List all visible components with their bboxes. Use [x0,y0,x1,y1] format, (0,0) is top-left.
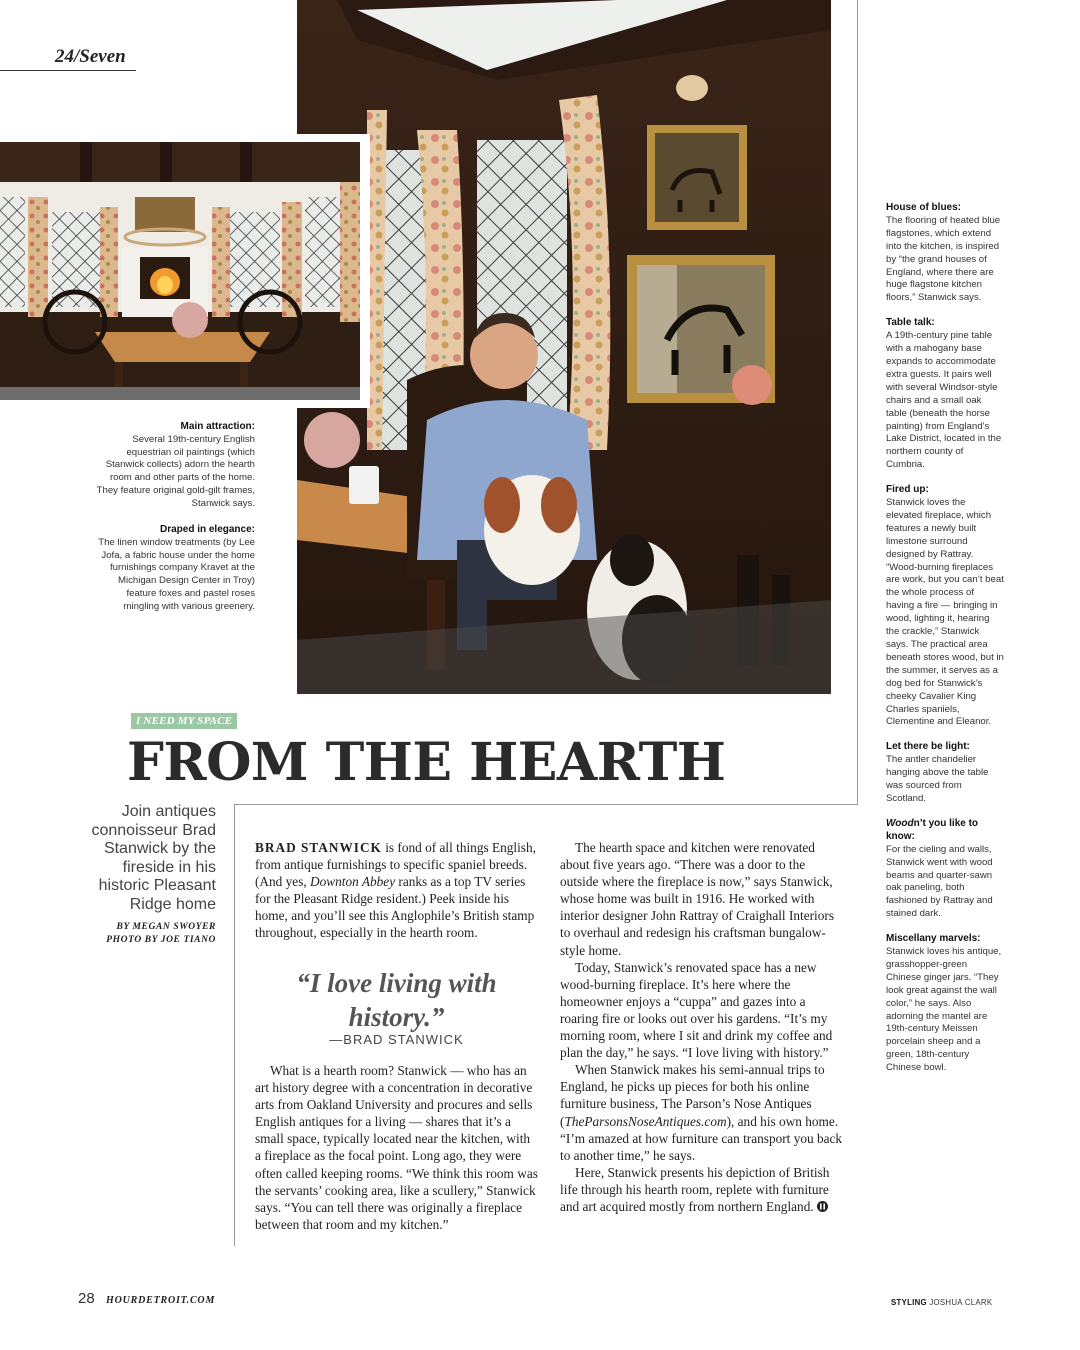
sidebar-title: House of blues: [886,202,962,213]
byline-photo: PHOTO BY JOE TIANO [106,935,216,945]
styling-credit [891,1298,992,1307]
sidebar-text: For the cieling and walls, Stanwick went with wood beams and quarter-sawn oak paneling, both fashioned by Rattray and stained dark. [886,843,993,920]
section-label: 24/Seven [55,46,126,67]
caption-title: Draped in elegance: [159,524,255,535]
styling-name: JOSHUA CLARK [929,1298,993,1307]
sidebar-title: Let there be light: [886,741,970,753]
sidebar-title: Fired up: [886,484,929,496]
sidebar-text: Stanwick loves his antique, grasshopper-green Chinese ginger jars. “They look great against the wall color,” he says. Also adorning the mantel are 19th-century Meissen porcelain sheep and a green, 18th-century Chinese bowl. [886,946,1002,1074]
body-paragraph [560,1061,844,1164]
sidebar-text: A 19th-century pine table with a mahogany base expands to accommodate extra guests. It pairs well with several Windsor-style chairs and a small oak table (beneath the horse painting) from England’s Lake District, located in the northern county of Cumbria. [886,330,1002,471]
main-photo [297,0,831,694]
body-paragraph: What is a hearth room? Stanwick — who has an art history degree with a concentration in decorative arts from Oakland University and procures and sells English antiques for a living — shares that it’s a small space, typically located near the kitchen, with a fireplace as the focal point. Long ago, they were often called keeping rooms. “We think this room was the servants’ cooking area, like a scullery,” Stanwick says. “You can tell there was originally a fireplace between that room and my kitchen.” [255,1063,538,1232]
sidebar-title-em: Wood [886,817,914,829]
kicker-badge: I NEED MY SPACE [131,713,237,729]
page-number: 28 [78,1290,95,1307]
header-rule [0,70,136,71]
body-paragraph [560,1164,844,1215]
sidebar-item [886,317,1004,472]
body-paragraph: The hearth space and kitchen were renovated about five years ago. “There was a door to the outside where the fireplace is now,” says Stanwick, whose home was built in 1916. He worked with interior designer John Rattray of Craighall Interiors to overhaul and redesign his craftsman bungalow-style home. [560,840,834,958]
footer-website: HOURDETROIT.COM [106,1295,216,1306]
caption-text: Several 19th-century English equestrian oil paintings (which Stanwick collects) adorn the hearth room and other parts of the home. They feature original gold-gilt frames, Stanwick says. [96,433,255,509]
byline-writer: BY MEGAN SWOYER [116,922,216,932]
body-text: is fond of all things English, from antique furnishings to specific spaniel breeds. (And yes, [255,840,536,890]
pull-quote-text: “I love living with history.” [296,968,497,1032]
sidebar-title: Miscellany marvels: [886,933,981,945]
main-photo-illustration [297,0,831,694]
body-text: When Stanwick makes his semi-annual trips to England, he picks up pieces for both his online furniture business, The Parson’s Nose Antiques ( [560,1062,825,1129]
pull-quote-attribution: —BRAD STANWICK [329,1032,464,1047]
sidebar-title-rest: n’t you like to know: [886,817,979,842]
sidebar-text: The antler chandelier hanging above the table was sourced from Scotland. [886,754,989,804]
styling-label: STYLING [891,1298,927,1307]
frame-line-bottom [234,804,858,805]
sidebar-item [886,741,1004,806]
body-text: ), and his own home. “I’m amazed at how furniture can transport you back to another time,” he says. [560,1113,843,1163]
body-column-2 [560,839,844,1215]
frame-line-left [234,804,235,1246]
body-paragraph: Today, Stanwick’s renovated space has a new wood-burning fireplace. It’s here where the homeowner enjoys a “cuppa” and gazes into a roaring fire or looks out over his gardens. “It’s my morning room, where I sit and drink my coffee and plan the day,” he says. “I love living with history.” [560,959,833,1061]
frame-line-right [857,0,858,805]
inset-photo [0,138,364,404]
sidebar-item [886,818,1004,921]
sidebar-title: Table talk: [886,317,935,329]
body-column-1-bottom [255,1062,538,1233]
show-title: Downton Abbey [310,874,396,890]
byline [70,921,216,947]
deck: Join antiques connoisseur Brad Stanwick by the fireside in his historic Pleasant Ridge home [91,803,216,913]
body-column-1-top [255,839,538,942]
sidebar-item [886,202,1004,305]
end-mark-icon [817,1201,828,1212]
sidebar-text: Stanwick loves the elevated fireplace, which features a newly built limestone surround designed by Rattray. “Wood-burning fireplaces are work, but you can’t beat the whole process of having a fire — bringing in wood, lighting it, hearing the crackle,” Stanwick says. The practical area beneath stores wood, but in the summer, it serves as a dog bed for Stanwick’s cheeky Cavalier King Charles spaniels, Clementine and Eleanor. [886,497,1004,728]
caption-main-attraction [95,421,255,511]
website-text: TheParsonsNoseAntiques.com [564,1113,727,1129]
caption-title: Main attraction: [180,421,255,432]
sidebar-item [886,484,1004,729]
inset-photo-illustration [0,142,360,404]
sidebar-title [886,818,1004,844]
caption-text: The linen window treatments (by Lee Jofa, a fabric house under the home furnishings company Kravet at the Michigan Design Center in Troy) feature foxes and pastel roses mingling with various greenery. [98,536,255,612]
body-paragraph [255,839,538,942]
sidebar-text: The flooring of heated blue flagstones, which extend into the kitchen, is inspired by “the grand houses of England, where there are huge flagstone kitchen floors,” Stanwick says. [886,214,1001,304]
headline: FROM THE HEARTH [127,732,726,793]
body-text: Here, Stanwick presents his depiction of British life through his hearth room, replete with furniture and art acquired mostly from northern England. [560,1164,830,1214]
sidebar-captions [886,202,1004,1087]
lead-name: BRAD STANWICK [255,840,382,855]
pull-quote [255,966,538,1047]
body-text: ranks as a top TV series for the Pleasant Ridge resident.) Peek inside his home, and you’ll see this Anglophile’s British stamp throughout, especially in the hearth room. [255,874,535,941]
sidebar-item [886,933,1004,1075]
caption-draped-in-elegance [95,524,255,614]
